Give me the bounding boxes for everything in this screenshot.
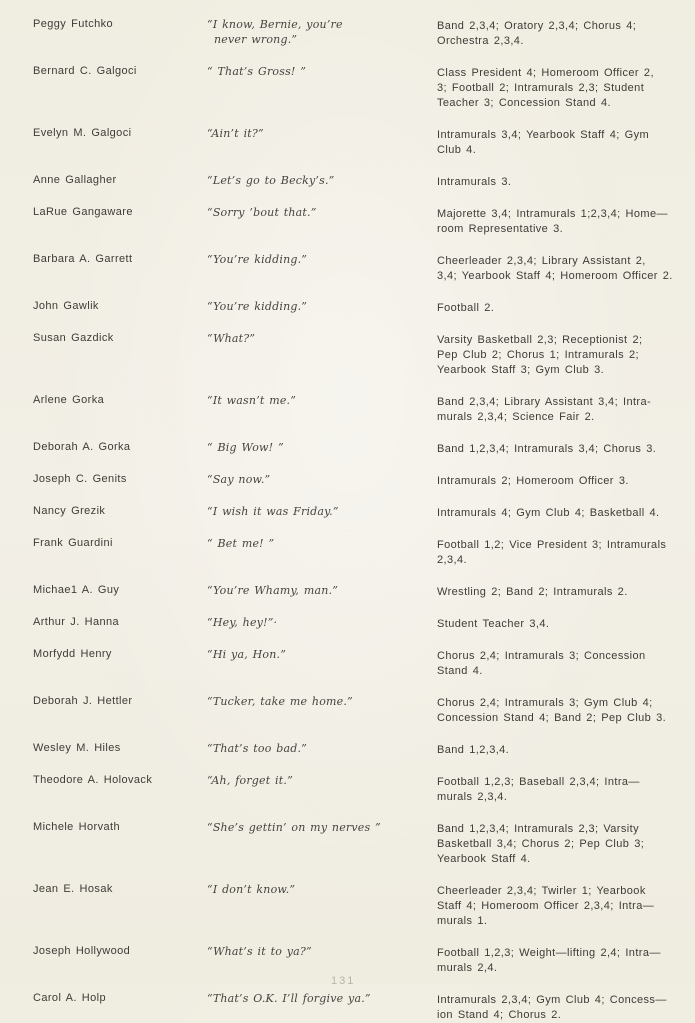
quote-line: never wrong.” [214, 33, 298, 46]
quote-line: “Ah, forget it.” [207, 774, 293, 787]
activity-line: Stand 4. [437, 665, 483, 677]
student-quote [207, 773, 437, 788]
yearbook-entry [33, 173, 695, 190]
activity-line: Football 2. [437, 302, 495, 314]
student-quote [207, 299, 437, 314]
activity-line: Intramurals 2,3,4; Gym Club 4; Concess— [437, 994, 667, 1006]
activity-line: Basketball 3,4; Chorus 2; Pep Club 3; [437, 838, 645, 850]
student-name: Joseph Hollywood [33, 945, 131, 957]
yearbook-entry [33, 944, 695, 976]
student-activities [437, 536, 695, 568]
student-name: Michele Horvath [33, 821, 120, 833]
activity-line: Student Teacher 3,4. [437, 618, 550, 630]
activity-line: murals 2,4. [437, 962, 498, 974]
student-name: Arthur J. Hanna [33, 616, 120, 628]
yearbook-entry [33, 331, 695, 378]
student-activities [437, 331, 695, 378]
student-activities [437, 299, 695, 316]
student-name: Theodore A. Holovack [33, 774, 153, 786]
yearbook-entry [33, 820, 695, 867]
quote-line: “What’s it to ya?” [207, 945, 312, 958]
student-name: Michae1 A. Guy [33, 584, 120, 596]
student-quote [207, 944, 437, 959]
student-name: LaRue Gangaware [33, 206, 133, 218]
student-quote [207, 991, 437, 1006]
student-quote [207, 331, 437, 346]
student-activities [437, 615, 695, 632]
activity-line: Intramurals 3. [437, 176, 512, 188]
activity-line: Band 1,2,3,4; Intramurals 3,4; Chorus 3. [437, 443, 657, 455]
activity-line: Band 1,2,3,4; Intramurals 2,3; Varsity [437, 823, 639, 835]
quote-line: “Let’s go to Becky’s.” [207, 174, 335, 187]
activity-line: Band 1,2,3,4. [437, 744, 510, 756]
yearbook-entry [33, 536, 695, 568]
quote-line: “I know, Bernie, you’re [207, 18, 343, 31]
activity-line: Varsity Basketball 2,3; Receptionist 2; [437, 334, 643, 346]
student-quote [207, 205, 437, 220]
student-name: Susan Gazdick [33, 332, 114, 344]
activity-line: room Representative 3. [437, 223, 564, 235]
activity-line: Yearbook Staff 4. [437, 853, 531, 865]
yearbook-entry [33, 299, 695, 316]
activity-line: Club 4. [437, 144, 477, 156]
quote-line: “ Big Wow! ” [207, 441, 284, 454]
student-activities [437, 17, 695, 49]
quote-line: “Hi ya, Hon.” [207, 648, 287, 661]
student-name: John Gawlik [33, 300, 99, 312]
student-name: Bernard C. Galgoci [33, 65, 137, 77]
student-name: Evelyn M. Galgoci [33, 127, 132, 139]
activity-line: Intramurals 4; Gym Club 4; Basketball 4. [437, 507, 660, 519]
activity-line: Intramurals 3,4; Yearbook Staff 4; Gym [437, 129, 650, 141]
student-activities [437, 393, 695, 425]
student-activities [437, 944, 695, 976]
student-name: Peggy Futchko [33, 18, 114, 30]
quote-line: “Say now.” [207, 473, 271, 486]
student-activities [437, 820, 695, 867]
student-quote [207, 647, 437, 662]
activity-line: Orchestra 2,3,4. [437, 35, 524, 47]
student-quote [207, 17, 437, 47]
student-quote [207, 64, 437, 79]
activity-line: Band 2,3,4; Oratory 2,3,4; Chorus 4; [437, 20, 637, 32]
activity-line: 2,3,4. [437, 554, 467, 566]
quote-line: “ That’s Gross! ” [207, 65, 307, 78]
activity-line: Yearbook Staff 3; Gym Club 3. [437, 364, 605, 376]
student-name: Carol A. Holp [33, 992, 107, 1004]
student-activities [437, 773, 695, 805]
yearbook-entry [33, 440, 695, 457]
student-quote [207, 126, 437, 141]
student-activities [437, 504, 695, 521]
yearbook-entry [33, 205, 695, 237]
quote-line: “That’s O.K. I’ll forgive ya.” [207, 992, 371, 1005]
student-activities [437, 991, 695, 1023]
student-quote [207, 583, 437, 598]
student-name: Arlene Gorka [33, 394, 105, 406]
quote-line: “You’re kidding.” [207, 300, 308, 313]
activity-line: Wrestling 2; Band 2; Intramurals 2. [437, 586, 628, 598]
activity-line: Cheerleader 2,3,4; Library Assistant 2, [437, 255, 646, 267]
student-name: Barbara A. Garrett [33, 253, 133, 265]
student-quote [207, 440, 437, 455]
student-activities [437, 882, 695, 929]
quote-line: “Tucker, take me home.” [207, 695, 353, 708]
student-activities [437, 205, 695, 237]
student-name: Deborah A. Gorka [33, 441, 131, 453]
student-name: Wesley M. Hiles [33, 742, 121, 754]
student-name: Nancy Grezik [33, 505, 106, 517]
student-quote [207, 173, 437, 188]
activity-line: Football 1,2; Vice President 3; Intramurals [437, 539, 667, 551]
yearbook-entry [33, 991, 695, 1023]
student-activities [437, 472, 695, 489]
quote-line: “It wasn’t me.” [207, 394, 297, 407]
yearbook-entry [33, 741, 695, 758]
student-name: Anne Gallagher [33, 174, 117, 186]
quote-line: “Hey, hey!”· [207, 616, 278, 629]
yearbook-entry [33, 393, 695, 425]
activity-line: Pep Club 2; Chorus 1; Intramurals 2; [437, 349, 639, 361]
quote-line: “I wish it was Friday.” [207, 505, 339, 518]
yearbook-entry [33, 615, 695, 632]
student-name: Frank Guardini [33, 537, 113, 549]
student-activities [437, 64, 695, 111]
activity-line: Football 1,2,3; Weight—lifting 2,4; Intra— [437, 947, 661, 959]
student-activities [437, 252, 695, 284]
activity-line: Teacher 3; Concession Stand 4. [437, 97, 611, 109]
student-quote [207, 504, 437, 519]
yearbook-entry [33, 64, 695, 111]
student-name: Morfydd Henry [33, 648, 112, 660]
student-quote [207, 694, 437, 709]
student-activities [437, 440, 695, 457]
activity-line: Chorus 2,4; Intramurals 3; Gym Club 4; [437, 697, 653, 709]
student-quote [207, 882, 437, 897]
activity-line: Staff 4; Homeroom Officer 2,3,4; Intra— [437, 900, 655, 912]
yearbook-entry [33, 694, 695, 726]
activity-line: 3; Football 2; Intramurals 2,3; Student [437, 82, 645, 94]
activity-line: Band 2,3,4; Library Assistant 3,4; Intra- [437, 396, 652, 408]
activity-line: 3,4; Yearbook Staff 4; Homeroom Officer 2. [437, 270, 673, 282]
student-quote [207, 615, 437, 630]
activity-line: Football 1,2,3; Baseball 2,3,4; Intra— [437, 776, 640, 788]
yearbook-entry [33, 882, 695, 929]
quote-line: “I don’t know.” [207, 883, 296, 896]
quote-line: “Ain’t it?” [207, 127, 264, 140]
activity-line: murals 1. [437, 915, 488, 927]
quote-line: “You’re Whamy, man.” [207, 584, 339, 597]
activity-line: Class President 4; Homeroom Officer 2, [437, 67, 654, 79]
yearbook-entry [33, 647, 695, 679]
quote-line: “She’s gettin’ on my nerves ” [207, 821, 381, 834]
student-quote [207, 536, 437, 551]
quote-line: “Sorry ’bout that.” [207, 206, 317, 219]
yearbook-entry [33, 472, 695, 489]
student-name: Joseph C. Genits [33, 473, 127, 485]
quote-line: “What?” [207, 332, 256, 345]
student-quote [207, 741, 437, 756]
activity-line: murals 2,3,4. [437, 791, 508, 803]
student-quote [207, 252, 437, 267]
student-quote [207, 472, 437, 487]
student-activities [437, 647, 695, 679]
student-quote [207, 820, 437, 835]
page-number: 131 [331, 975, 356, 984]
student-name: Jean E. Hosak [33, 883, 113, 895]
activity-line: Chorus 2,4; Intramurals 3; Concession [437, 650, 646, 662]
activity-line: Concession Stand 4; Band 2; Pep Club 3. [437, 712, 667, 724]
entries-list [33, 17, 695, 1023]
yearbook-entry [33, 17, 695, 49]
student-activities [437, 126, 695, 158]
student-quote [207, 393, 437, 408]
student-activities [437, 741, 695, 758]
yearbook-entry [33, 252, 695, 284]
student-name: Deborah J. Hettler [33, 695, 133, 707]
activity-line: ion Stand 4; Chorus 2. [437, 1009, 562, 1021]
quote-line: “That’s too bad.” [207, 742, 307, 755]
yearbook-entry [33, 583, 695, 600]
activity-line: Majorette 3,4; Intramurals 1;2,3,4; Home— [437, 208, 668, 220]
activity-line: Cheerleader 2,3,4; Twirler 1; Yearbook [437, 885, 646, 897]
student-activities [437, 583, 695, 600]
student-activities [437, 173, 695, 190]
yearbook-entry [33, 773, 695, 805]
quote-line: “ Bet me! ” [207, 537, 275, 550]
activity-line: murals 2,3,4; Science Fair 2. [437, 411, 595, 423]
yearbook-entry [33, 504, 695, 521]
quote-line: “You’re kidding.” [207, 253, 308, 266]
yearbook-entry [33, 126, 695, 158]
activity-line: Intramurals 2; Homeroom Officer 3. [437, 475, 629, 487]
student-activities [437, 694, 695, 726]
